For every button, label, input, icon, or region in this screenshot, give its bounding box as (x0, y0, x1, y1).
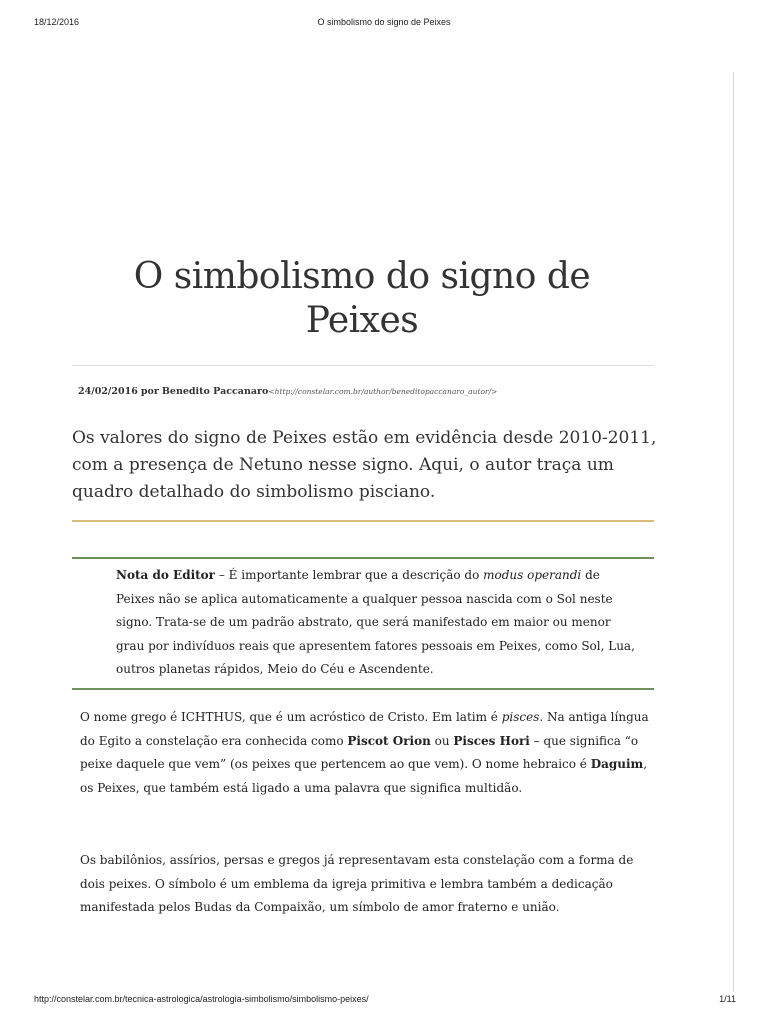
editor-note-dash: – (215, 568, 229, 582)
print-header (0, 17, 768, 31)
editor-note-bottom-border (72, 688, 654, 690)
author-name[interactable]: Benedito Paccanaro (161, 386, 269, 397)
editor-note-italic: modus operandi (483, 568, 582, 582)
p1-italic-pisces: pisces (501, 710, 540, 724)
body-paragraph-1 (80, 706, 650, 800)
p1-text-4: – que significa “o peixe daquele que vem” (os peixes que pertencem ao que vem). O nome hebraico é (80, 733, 639, 771)
p1-text-1: O nome grego é ICHTHUS, que é um acróstico de Cristo. Em latim é (80, 710, 502, 724)
editor-note-label: Nota do Editor (116, 568, 216, 582)
article-title (70, 255, 654, 343)
author-link[interactable]: <http://constelar.com.br/author/beneditopaccanaro_autor/> (268, 387, 498, 396)
by-label: por (140, 386, 159, 397)
publish-date: 24/02/2016 (78, 386, 138, 397)
article-lead: Os valores do signo de Peixes estão em evidência desde 2010-2011, com a presença de Netuno nesse signo. Aqui, o autor traça um quadro detalhado do simbolismo pisciano. (72, 428, 657, 502)
editor-note-text-b: de Peixes não se aplica automaticamente a qualquer pessoa nascida com o Sol neste signo. Trata-se de um padrão abstrato, que será manifestado em maior ou menor grau por indivíduos reais que apresentem fatores pessoais em Peixes, como Sol, Lua, outros planetas rápidos, Meio do Céu e Ascendente. (116, 568, 635, 676)
article-meta (78, 386, 497, 397)
print-url: http://constelar.com.br/tecnica-astrologica/astrologia-simbolismo/simbolismo-peixes/ (34, 994, 369, 1004)
lead-divider (72, 520, 654, 522)
editor-note (116, 564, 636, 682)
p1-bold-piscot-orion: Piscot Orion (347, 733, 431, 748)
print-page-title: O simbolismo do signo de Peixes (317, 17, 451, 27)
article-title-line-2: Peixes (305, 300, 419, 341)
print-footer (0, 994, 768, 1008)
p1-text-3: ou (430, 733, 454, 748)
print-date: 18/12/2016 (34, 17, 80, 27)
body-paragraph-2: Os babilônios, assírios, persas e gregos já representavam esta constelação com a forma de dois peixes. O símbolo é um emblema da igreja primitiva e lembra também a dedicação manifestada pelos Budas da Compaixão, um símbolo de amor fraterno e união. (80, 853, 634, 914)
scrollbar-track (733, 72, 734, 992)
article-title-line-1: O simbolismo do signo de (133, 256, 591, 297)
p1-bold-pisces-hori: Pisces Hori (453, 733, 530, 748)
editor-note-top-border (72, 557, 654, 559)
title-divider (72, 365, 654, 366)
editor-note-text-a: É importante lembrar que a descrição do (228, 568, 484, 582)
p1-bold-daguim: Daguim (590, 757, 644, 771)
print-page-number: 1/11 (719, 994, 736, 1004)
p1-text-5: , os Peixes, que também está ligado a uma palavra que significa multidão. (80, 757, 648, 795)
p1-text-2: . Na antiga língua do Egito a constelação era conhecida como (80, 710, 649, 748)
